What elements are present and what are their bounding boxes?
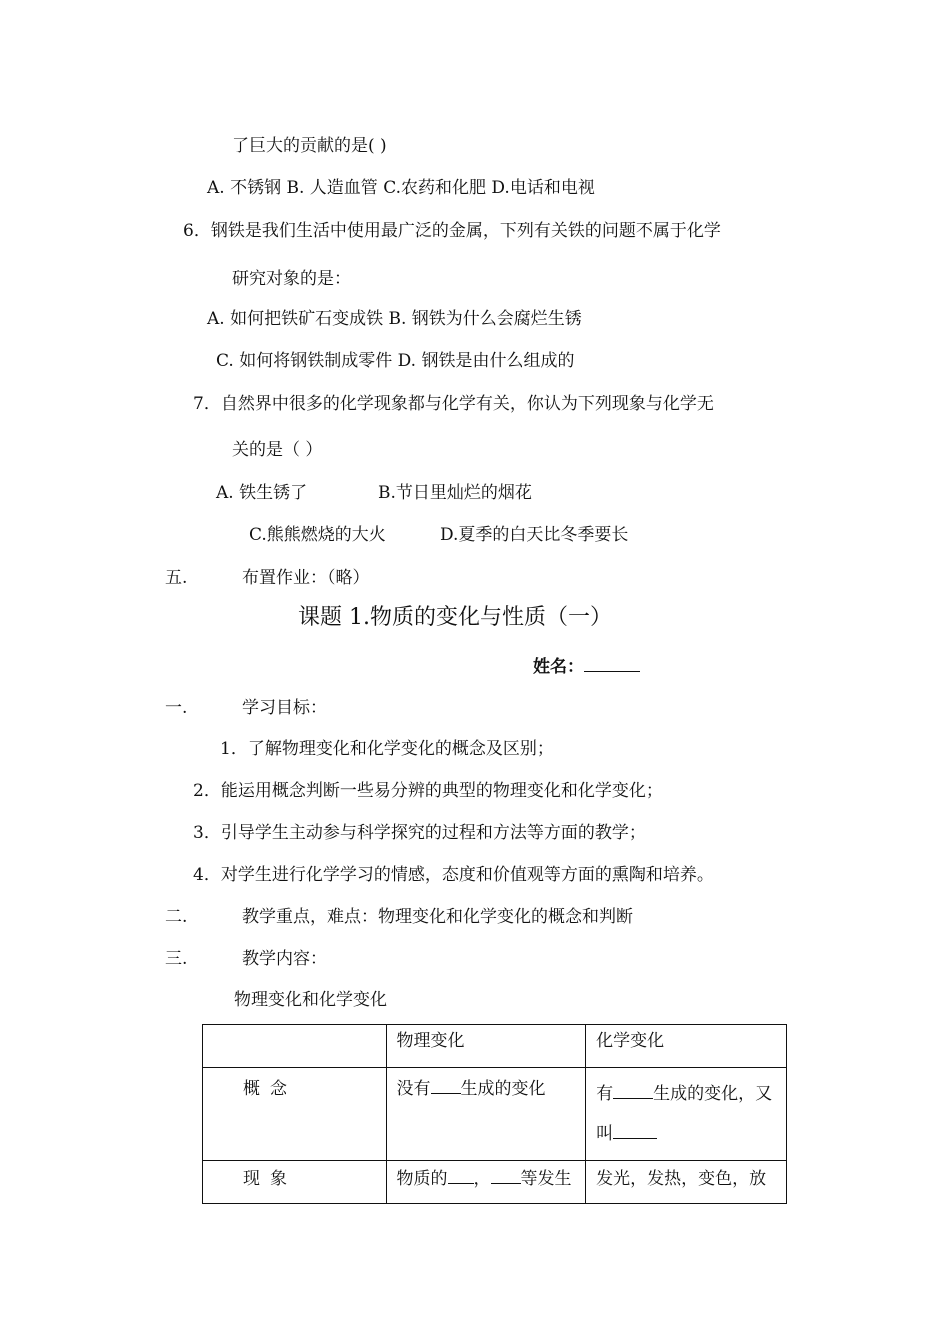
section-3-text: 教学内容：	[242, 949, 327, 969]
concept-physical-cell	[386, 1068, 586, 1161]
concept-chemical-text-b: 生成的变化，又	[653, 1084, 773, 1104]
concept-physical-text-a: 没有	[396, 1079, 431, 1099]
name-label: 姓名：	[533, 657, 584, 677]
goal-3: 3．引导学生主动参与科学探究的过程和方法等方面的教学；	[193, 823, 646, 843]
goal-1: 1．了解物理变化和化学变化的概念及区别；	[220, 739, 554, 759]
table-row-header	[203, 1025, 787, 1068]
lesson-title: 课题 1.物质的变化与性质（一）	[298, 605, 612, 630]
phenomenon-physical-cell	[386, 1161, 586, 1204]
goal-2: 2．能运用概念判断一些易分辨的典型的物理变化和化学变化；	[193, 781, 663, 801]
q7-option-a: A. 铁生锈了	[216, 483, 308, 503]
header-physical: 物理变化	[386, 1025, 586, 1068]
q6-options-cd: C. 如何将钢铁制成零件 D. 钢铁是由什么组成的	[216, 351, 575, 371]
concept-chemical-text-c: 叫	[596, 1124, 614, 1144]
table-caption: 物理变化和化学变化	[234, 990, 387, 1010]
q6-stem-line2: 研究对象的是：	[232, 269, 351, 289]
phenomenon-physical-text-b: ，	[473, 1169, 491, 1189]
concept-physical-text-b: 生成的变化	[460, 1079, 546, 1099]
header-chemical: 化学变化	[586, 1025, 787, 1068]
concept-chemical-cell	[586, 1068, 787, 1161]
q7-option-d: D.夏季的白天比冬季要长	[440, 525, 629, 545]
section-3-number: 三.	[165, 949, 188, 969]
phenomenon-chemical-cell: 发光，发热，变色，放	[586, 1161, 787, 1204]
q6-stem-line1: 6．钢铁是我们生活中使用最广泛的金属，下列有关铁的问题不属于化学	[183, 221, 721, 241]
table-row-concept	[203, 1068, 787, 1161]
goal-4: 4．对学生进行化学学习的情感，态度和价值观等方面的熏陶和培养。	[193, 865, 714, 885]
name-blank	[584, 655, 640, 672]
q7-option-b: B.节日里灿烂的烟花	[378, 483, 532, 503]
phenomenon-physical-text-c: 等发生	[520, 1169, 572, 1189]
blank	[613, 1082, 653, 1099]
phenomenon-physical-text-a: 物质的	[396, 1169, 448, 1189]
section-5-text: 布置作业：（略）	[242, 568, 370, 588]
comparison-table	[202, 1024, 787, 1204]
concept-chemical-text-a: 有	[596, 1084, 614, 1104]
section-1-text: 学习目标：	[242, 698, 327, 718]
q7-stem-line2: 关的是（ ）	[232, 440, 323, 460]
section-2-text: 教学重点，难点：物理变化和化学变化的概念和判断	[242, 907, 633, 927]
section-1-number: 一.	[165, 698, 188, 718]
q5-options: A. 不锈钢 B. 人造血管 C.农药和化肥 D.电话和电视	[207, 178, 595, 198]
student-name-field	[533, 655, 640, 678]
blank	[491, 1167, 521, 1184]
blank	[613, 1122, 657, 1139]
section-5-number: 五.	[165, 568, 188, 588]
row-label-concept: 概念	[203, 1068, 387, 1161]
header-empty-cell	[203, 1025, 387, 1068]
table-row-phenomenon	[203, 1161, 787, 1204]
q7-option-c: C.熊熊燃烧的大火	[249, 525, 386, 545]
blank	[431, 1077, 461, 1094]
q6-options-ab: A. 如何把铁矿石变成铁 B. 钢铁为什么会腐烂生锈	[207, 309, 582, 329]
q5-continuation: 了巨大的贡献的是( )	[232, 136, 387, 156]
blank	[448, 1167, 474, 1184]
q7-stem-line1: 7．自然界中很多的化学现象都与化学有关，你认为下列现象与化学无	[193, 394, 714, 414]
row-label-phenomenon: 现象	[203, 1161, 387, 1204]
section-2-number: 二.	[165, 907, 188, 927]
